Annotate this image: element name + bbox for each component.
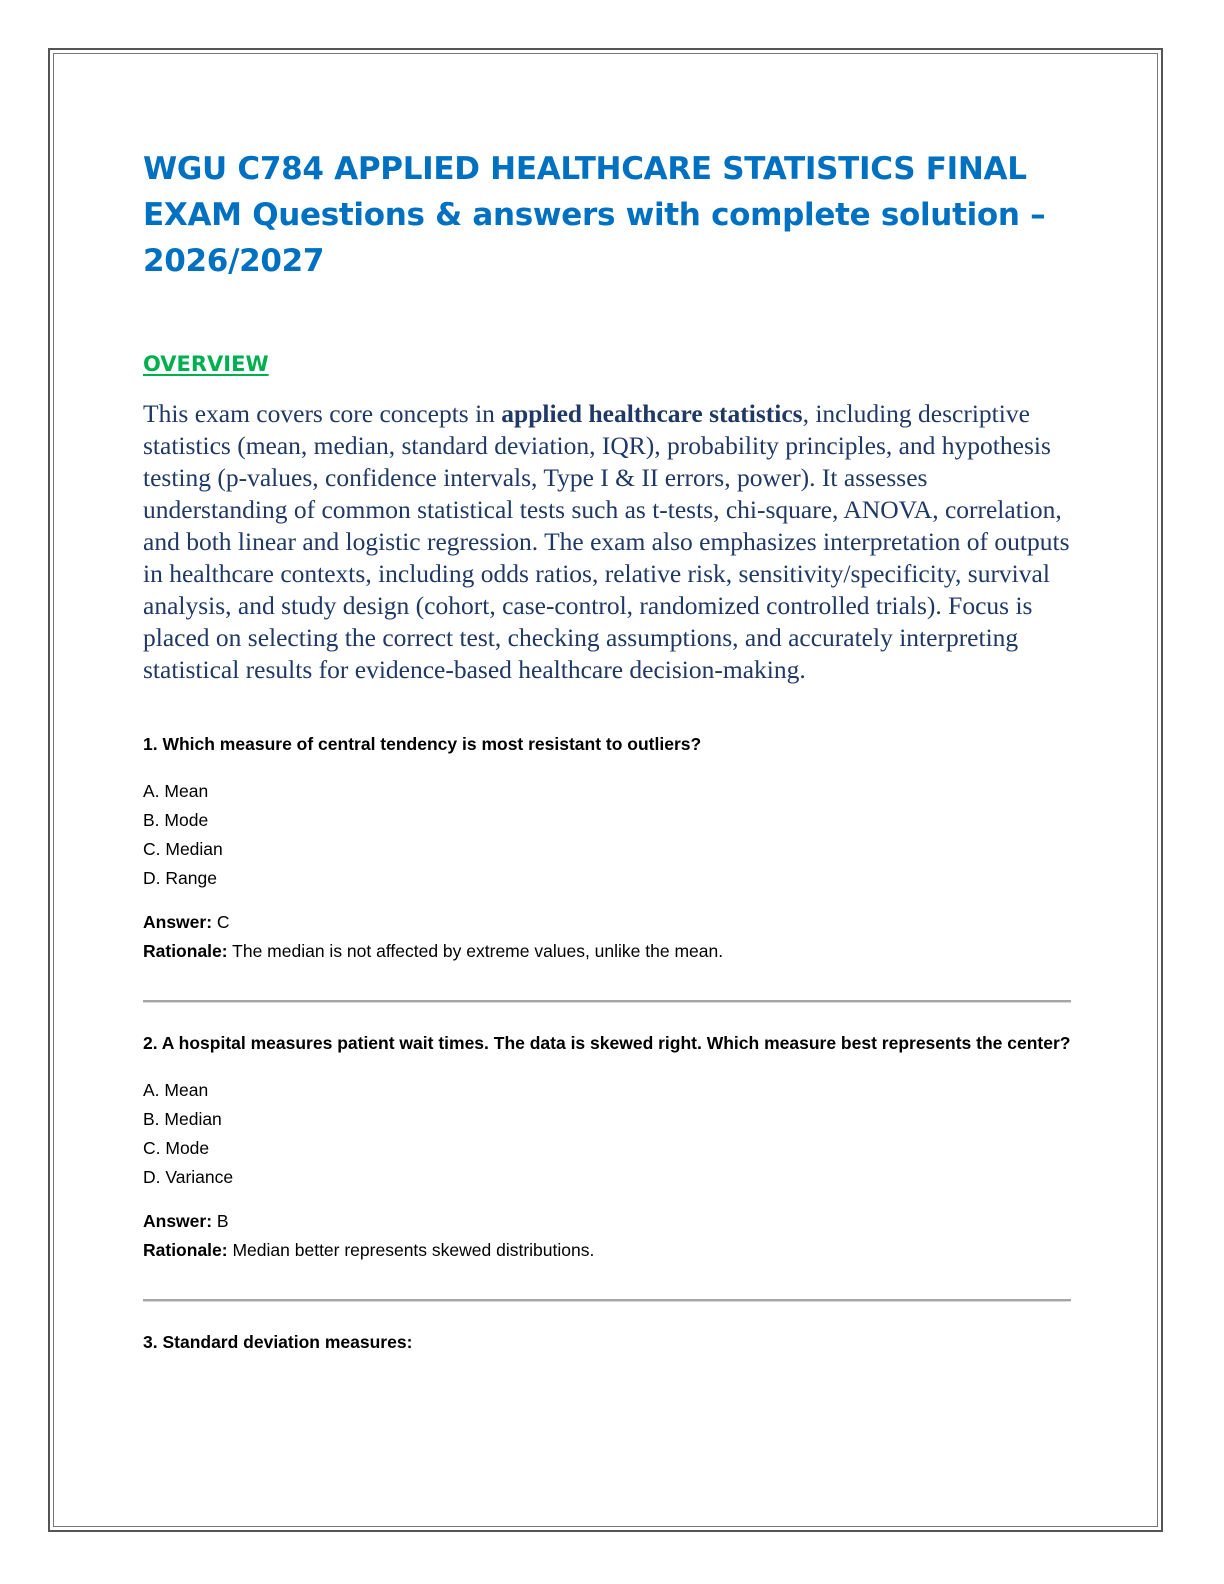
options-list [143, 777, 1073, 893]
section-divider [143, 1299, 1071, 1302]
answer-value: B [216, 1211, 229, 1231]
option-c: C. Median [143, 839, 223, 859]
options-list [143, 1076, 1073, 1192]
question-block-3 [143, 1328, 1073, 1357]
question-block-1 [143, 730, 1073, 966]
question-text: 2. A hospital measures patient wait times. The data is skewed right. Which measure best represents the center? [143, 1033, 1071, 1053]
answer-line [143, 1207, 1073, 1236]
overview-heading: OVERVIEW [143, 352, 269, 376]
question-block-2 [143, 1029, 1073, 1265]
rationale-line [143, 1236, 1073, 1265]
document-title: WGU C784 APPLIED HEALTHCARE STATISTICS FINAL EXAM Questions & answers with complete solution – 2026/2027 [143, 151, 1046, 279]
rationale-text: The median is not affected by extreme values, unlike the mean. [232, 941, 724, 961]
option-c: C. Mode [143, 1138, 210, 1158]
option-d: D. Variance [143, 1167, 234, 1187]
answer-label: Answer: [143, 1211, 213, 1231]
overview-text-end: , including descriptive statistics (mean, median, standard deviation, IQR), probability principles, and hypothesis testing (p-values, confidence intervals, Type I & II errors, power). It assesses understanding of common statistical tests such as t-tests, chi-square, ANOVA, correlation, and both linear and logistic regression. The exam also emphasizes interpretation of outputs in healthcare contexts, including odds ratios, relative risk, sensitivity/specificity, survival analysis, and study design (cohort, case-control, randomized controlled trials). Focus is placed on selecting the correct test, checking assumptions, and accurately interpreting statistical results for evidence-based healthcare decision-making. [143, 399, 1070, 684]
option-d: D. Range [143, 868, 217, 888]
answer-value: C [216, 912, 230, 932]
rationale-text: Median better represents skewed distributions. [232, 1240, 595, 1260]
option-a: A. Mean [143, 1080, 209, 1100]
overview-paragraph [143, 398, 1073, 686]
rationale-label: Rationale: [143, 941, 228, 961]
overview-text-bold: applied healthcare statistics [501, 399, 803, 428]
answer-label: Answer: [143, 912, 213, 932]
question-text: 3. Standard deviation measures: [143, 1332, 413, 1352]
rationale-label: Rationale: [143, 1240, 228, 1260]
section-divider [143, 1000, 1071, 1003]
option-b: B. Mode [143, 810, 209, 830]
option-b: B. Median [143, 1109, 222, 1129]
document-content [143, 146, 1073, 1357]
answer-line [143, 908, 1073, 937]
option-a: A. Mean [143, 781, 209, 801]
overview-text-start: This exam covers core concepts in [143, 399, 502, 428]
question-text: 1. Which measure of central tendency is most resistant to outliers? [143, 734, 702, 754]
rationale-line [143, 937, 1073, 966]
